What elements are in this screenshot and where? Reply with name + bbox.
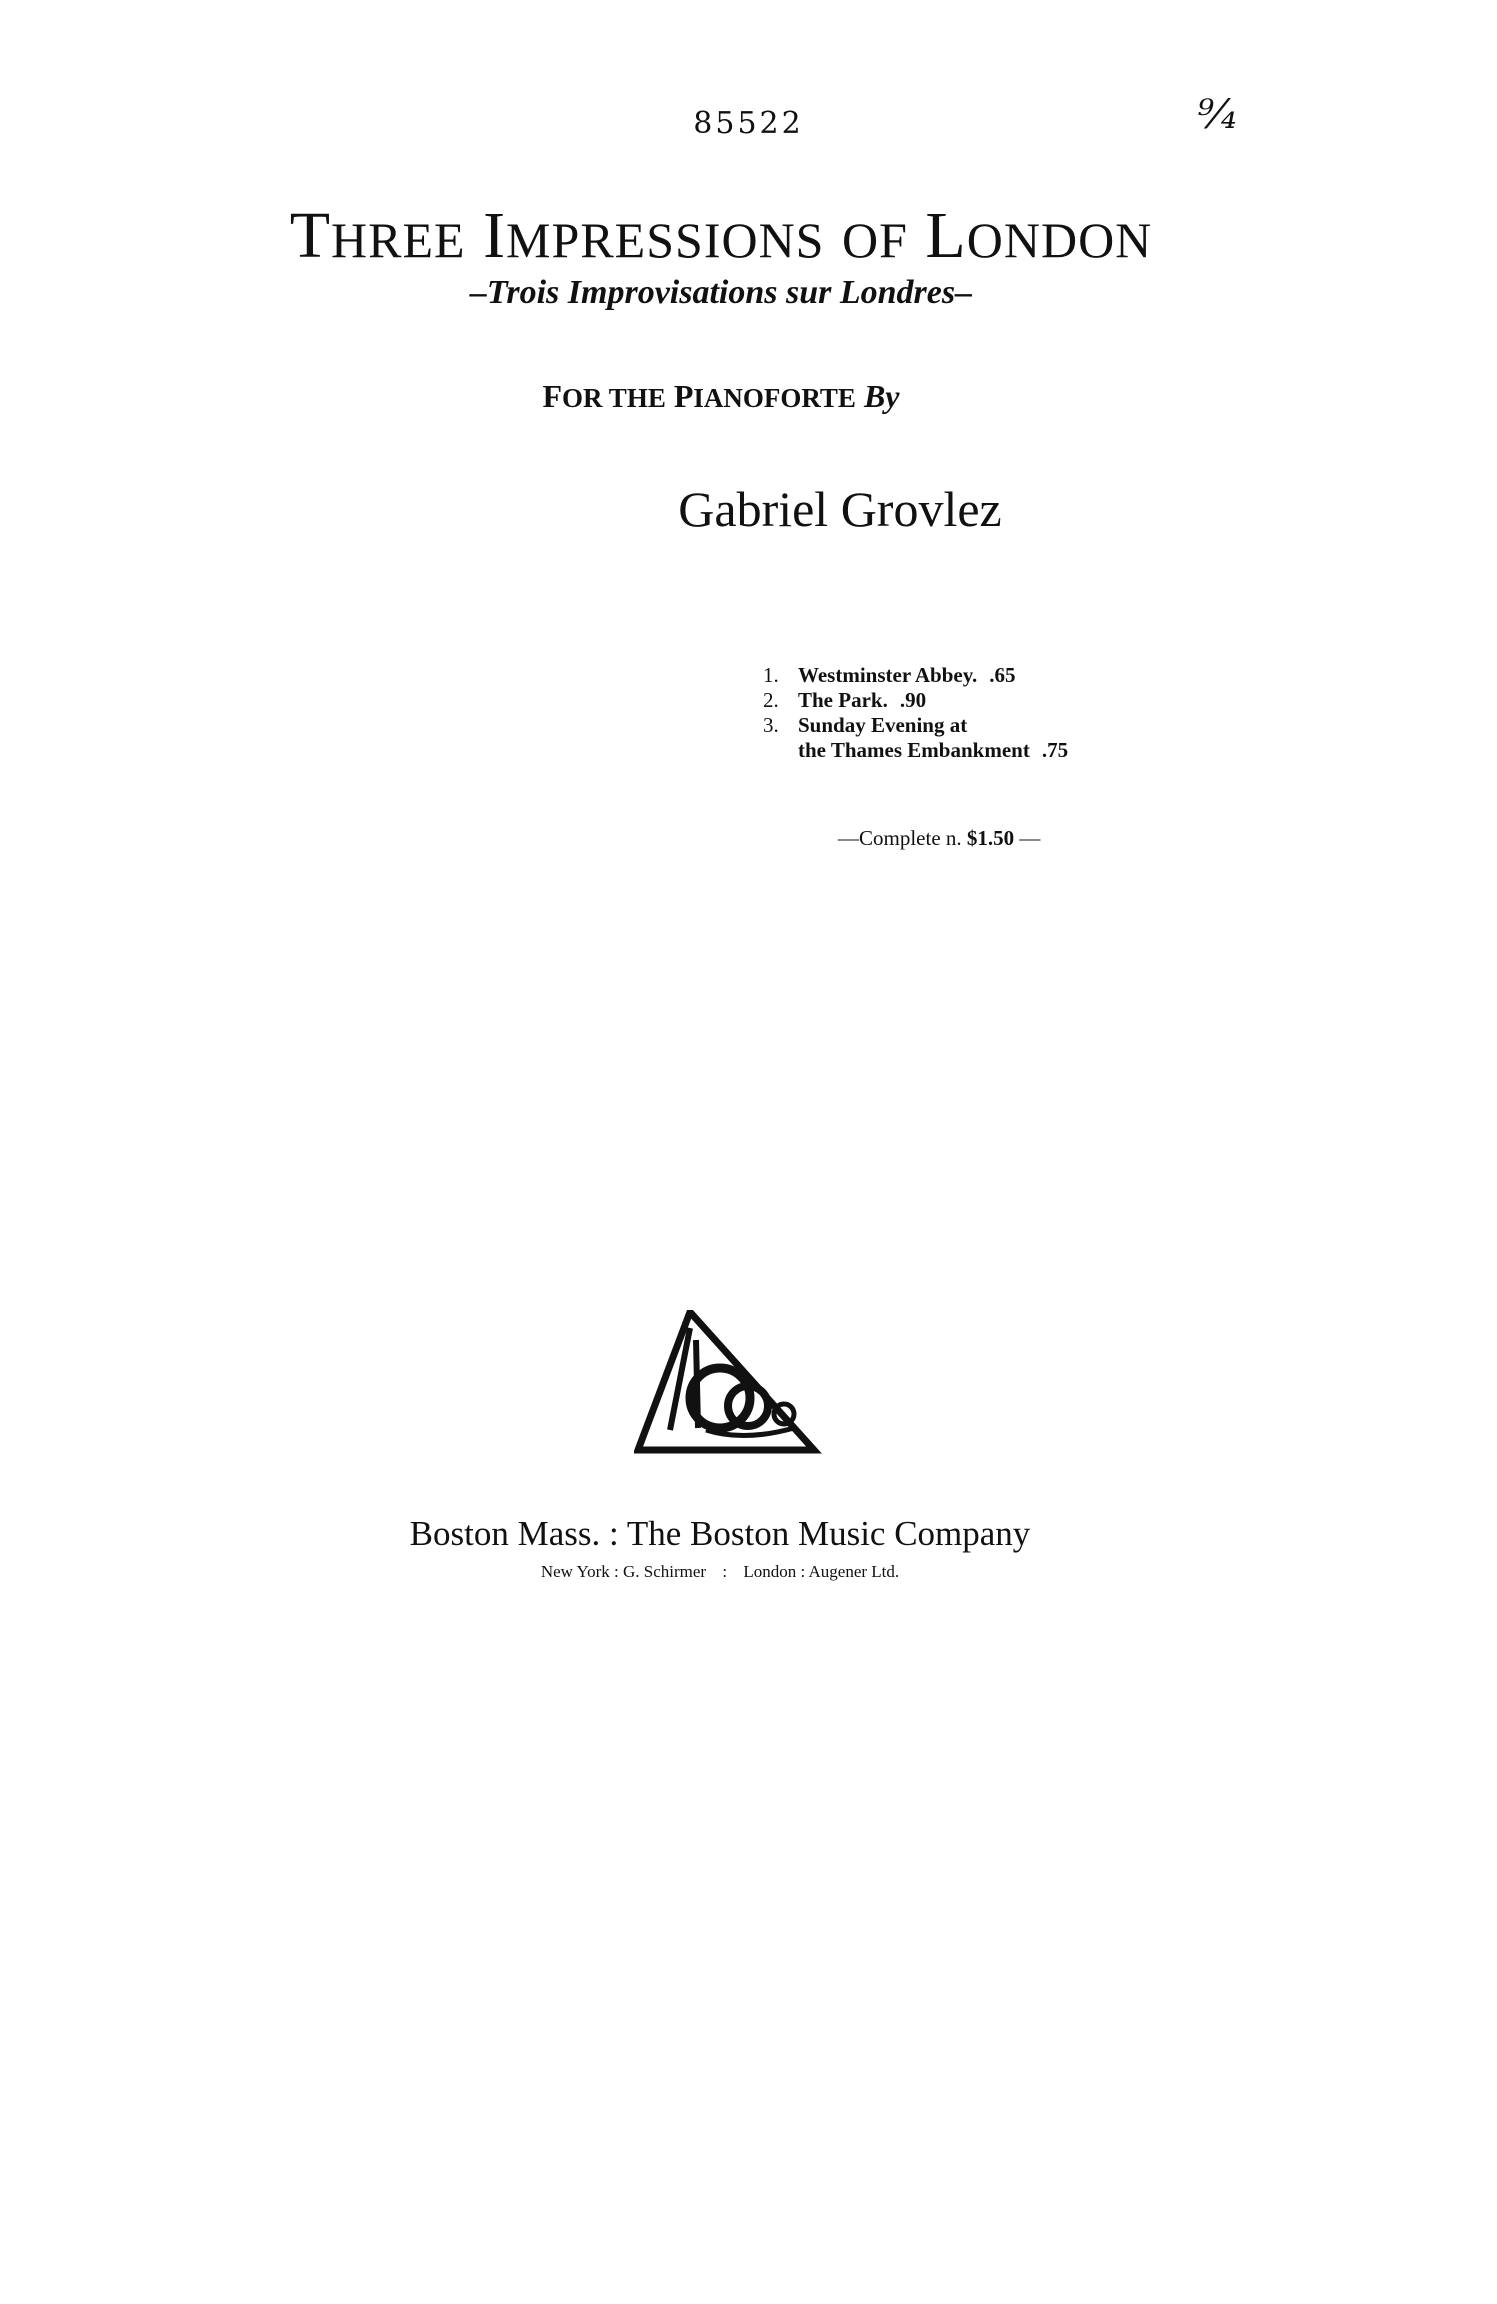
piece-title: Sunday Evening at: [798, 713, 968, 737]
piece-title: Westminster Abbey.: [798, 663, 978, 687]
piece-price: .65: [989, 663, 1016, 687]
piece-title: The Park.: [798, 688, 888, 712]
instrument-rest: IANOFORTE: [693, 383, 856, 413]
piece-title-continued: the Thames Embankment: [798, 738, 1030, 762]
for-cap: F: [542, 378, 563, 414]
piece-price: .75: [1041, 738, 1069, 762]
piece-price: .90: [899, 688, 927, 712]
list-item: [763, 713, 1068, 738]
title-word2-rest: MPRESSIONS: [506, 212, 825, 268]
by-label: By: [863, 378, 900, 414]
complete-price-line: [838, 826, 1040, 851]
catalog-number: 85522: [693, 106, 804, 141]
handwritten-mark: ⁹⁄₄: [1198, 92, 1237, 138]
piece-list: [763, 663, 1068, 763]
complete-label: —Complete n.: [838, 826, 962, 850]
agent-separator: :: [722, 1562, 728, 1581]
composer-name: Gabriel Grovlez: [678, 481, 1002, 537]
title-word1-cap: T: [289, 199, 332, 272]
list-item: [763, 688, 1068, 713]
list-item-continuation: [763, 738, 1068, 763]
agent-new-york: New York : G. Schirmer: [540, 1562, 707, 1581]
piece-number: 1.: [763, 663, 779, 687]
publisher-line: Boston Mass. : The Boston Music Company: [409, 1514, 1031, 1553]
title-word3: OF: [842, 212, 908, 268]
subtitle: –Trois Improvisations sur Londres–: [469, 274, 973, 311]
agents-line: [0, 1562, 1440, 1582]
title-word1-rest: HREE: [331, 212, 466, 268]
list-item: [763, 663, 1068, 688]
title-word4-rest: ONDON: [966, 212, 1153, 268]
complete-suffix: —: [1019, 826, 1041, 850]
instrument-line: [0, 378, 1442, 415]
for-rest: OR THE: [562, 383, 666, 413]
instrument-cap: P: [673, 378, 694, 414]
title-word2-cap: I: [483, 199, 507, 272]
title-word4-cap: L: [925, 199, 967, 272]
agent-london: London : Augener Ltd.: [743, 1562, 900, 1581]
piece-number: 2.: [763, 688, 779, 712]
publisher-logo-icon: [634, 1310, 824, 1460]
main-title: [0, 198, 1442, 274]
piece-number: 3.: [763, 713, 779, 737]
complete-amount: $1.50: [966, 826, 1015, 850]
